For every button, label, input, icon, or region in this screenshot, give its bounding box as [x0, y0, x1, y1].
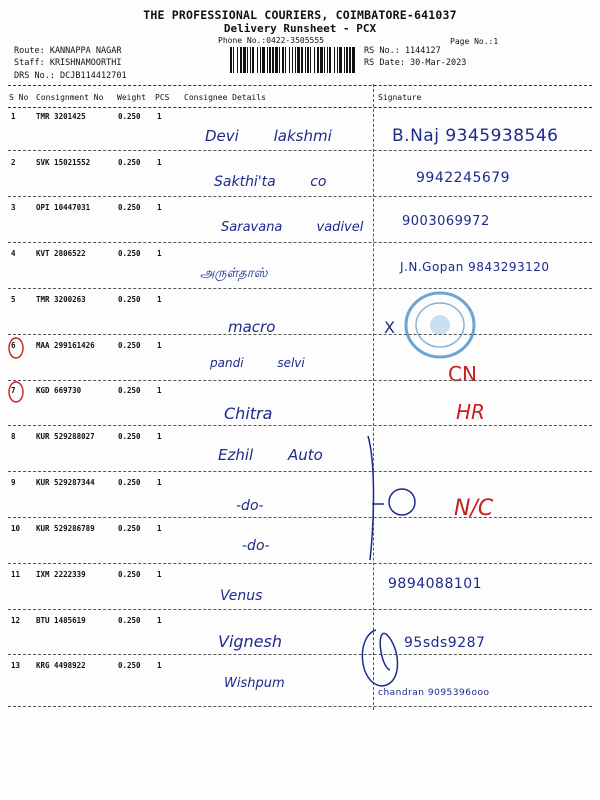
row-sno: 8 [11, 432, 16, 441]
row-sno: 12 [11, 616, 21, 625]
row-weight: 0.250 [118, 112, 141, 121]
row-consignment-no: KUR 529287344 [36, 478, 95, 487]
row-marker-circles [6, 334, 26, 410]
row-consignee: Chitra [224, 404, 273, 423]
row-pcs: 1 [157, 386, 162, 395]
row-consignment-no: BTU 1485619 [36, 616, 86, 625]
route-label: Route: KANNAPPA NAGAR [14, 46, 122, 56]
staff-label: Staff: KRISHNAMOORTHI [14, 58, 122, 68]
col-consignee: Consignee Details [184, 93, 266, 102]
row-consignee: அருள்தாஸ் [200, 266, 268, 281]
row-divider [8, 471, 592, 472]
row-sno: 5 [11, 295, 16, 304]
row-signature: CN [448, 362, 477, 386]
row-weight: 0.250 [118, 661, 141, 670]
row-consignee: -do- [236, 498, 264, 514]
row-consignment-no: MAA 299161426 [36, 341, 95, 350]
row-consignee: -do- [242, 538, 270, 554]
row-pcs: 1 [157, 570, 162, 579]
document-title: THE PROFESSIONAL COURIERS, COIMBATORE-641037 [143, 8, 457, 22]
delivery-stamp [395, 285, 485, 365]
row-weight: 0.250 [118, 616, 141, 625]
row-signature: 9894088101 [388, 576, 483, 592]
row-pcs: 1 [157, 203, 162, 212]
col-signature: Signature [378, 93, 422, 102]
row-weight: 0.250 [118, 478, 141, 487]
row-sno: 9 [11, 478, 16, 487]
col-consignment: Consignment No [36, 93, 104, 102]
row-sno: 10 [11, 524, 21, 533]
row-signature: 9942245679 [416, 170, 511, 186]
row-consignment-no: KRG 4498922 [36, 661, 86, 670]
phone-number: Phone No.:0422-3505555 [218, 36, 324, 45]
row-pcs: 1 [157, 432, 162, 441]
row-divider [8, 425, 592, 426]
row-weight: 0.250 [118, 570, 141, 579]
row-consignee: Vignesh [218, 632, 283, 651]
rs-number: RS No.: 1144127 [364, 46, 441, 56]
col-sno: S No [9, 93, 29, 102]
row-consignee: Devi lakshmi [205, 127, 332, 145]
row-pcs: 1 [157, 478, 162, 487]
row-weight: 0.250 [118, 158, 141, 167]
row-sno: 1 [11, 112, 16, 121]
header-rule-bottom [8, 107, 592, 108]
row-consignment-no: KUR 529286789 [36, 524, 95, 533]
row-divider [8, 380, 592, 381]
row-pcs: 1 [157, 249, 162, 258]
signature-loop [356, 626, 408, 692]
row-divider [8, 706, 592, 707]
col-weight: Weight [117, 93, 146, 102]
document-subtitle: Delivery Runsheet - PCX [223, 22, 377, 35]
row-signature: J.N.Gopan 9843293120 [400, 260, 550, 274]
row-consignment-no: TMR 3201425 [36, 112, 86, 121]
row-divider [8, 654, 592, 655]
col-pcs: PCS [155, 93, 170, 102]
row-consignment-no: IXM 2222339 [36, 570, 86, 579]
page-number: Page No.:1 [450, 37, 499, 46]
row-weight: 0.250 [118, 341, 141, 350]
row-divider [8, 196, 592, 197]
row-sno: 11 [11, 570, 21, 579]
bracket-mark [362, 434, 422, 564]
row-consignee: Sakthi'ta co [214, 174, 327, 190]
row-signature: 9003069972 [402, 214, 490, 229]
row-signature: N/C [454, 496, 494, 521]
row-pcs: 1 [157, 616, 162, 625]
drs-label: DRS No.: DCJB114412701 [14, 71, 127, 81]
row-consignee: Ezhil Auto [218, 446, 323, 464]
row-signature: 95sds9287 [404, 635, 486, 651]
row-divider [8, 288, 592, 289]
row-signature: HR [456, 400, 485, 424]
row-signature: X [384, 318, 395, 337]
row-sno: 2 [11, 158, 16, 167]
row-weight: 0.250 [118, 295, 141, 304]
row-divider [8, 150, 592, 151]
row-weight: 0.250 [118, 386, 141, 395]
row-sno: 3 [11, 203, 16, 212]
row-signature: chandran 9095396ooo [378, 688, 490, 698]
row-pcs: 1 [157, 112, 162, 121]
row-consignee: macro [228, 318, 276, 336]
row-pcs: 1 [157, 341, 162, 350]
row-consignee: pandi selvi [210, 356, 305, 370]
rs-date: RS Date: 30-Mar-2023 [364, 58, 467, 68]
row-consignment-no: TMR 3200263 [36, 295, 86, 304]
row-sno: 6 [11, 341, 16, 350]
row-pcs: 1 [157, 295, 162, 304]
row-consignee: Saravana vadivel [221, 220, 364, 235]
row-pcs: 1 [157, 661, 162, 670]
row-divider [8, 609, 592, 610]
row-divider [8, 334, 592, 335]
row-sno: 13 [11, 661, 21, 670]
row-weight: 0.250 [118, 432, 141, 441]
row-sno: 4 [11, 249, 16, 258]
row-consignment-no: KUR 529288027 [36, 432, 95, 441]
row-consignment-no: SVK 15021552 [36, 158, 91, 167]
row-sno: 7 [11, 386, 16, 395]
header-rule-top [8, 85, 592, 86]
row-pcs: 1 [157, 524, 162, 533]
row-divider [8, 517, 592, 518]
row-consignment-no: OPI 10447031 [36, 203, 91, 212]
row-consignment-no: KVT 2806522 [36, 249, 86, 258]
row-weight: 0.250 [118, 203, 141, 212]
row-weight: 0.250 [118, 524, 141, 533]
row-consignee: Venus [220, 588, 263, 604]
row-divider [8, 563, 592, 564]
row-consignee: Wishpum [224, 676, 285, 691]
row-consignment-no: KGD 669730 [36, 386, 82, 395]
barcode-image [230, 47, 356, 73]
row-signature: B.Naj 9345938546 [392, 126, 559, 146]
row-weight: 0.250 [118, 249, 141, 258]
row-divider [8, 242, 592, 243]
row-pcs: 1 [157, 158, 162, 167]
